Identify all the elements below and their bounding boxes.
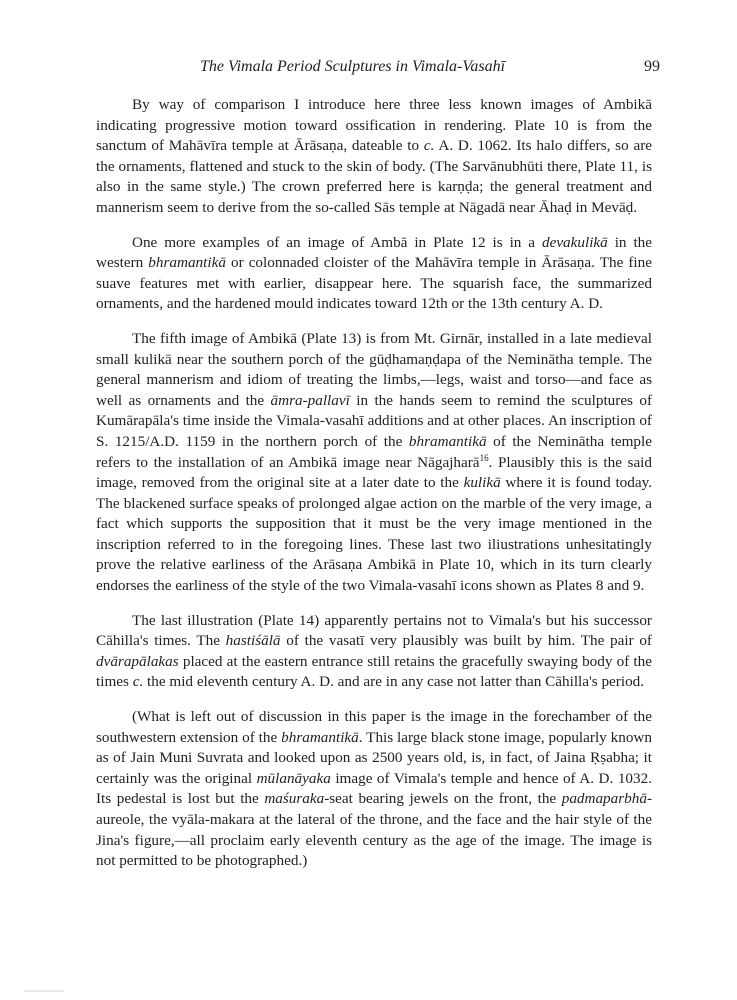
text-run: or colonnaded cloister of the Mahāvīra temple in Ārāsaṇa. The fine suave features met with earlier, disappear here. The squarish face, the summarized ornaments, and the hardened mould indicates toward 12th or the 13th century A. D. [96, 254, 652, 313]
text-run: in the western [96, 233, 652, 272]
italic-term: bhramantikā [148, 254, 226, 272]
italic-term: padmaparbhā [561, 790, 647, 808]
running-title: The Vimala Period Sculptures in Vimala-Vasahī [200, 58, 506, 75]
text-run: One more examples of an image of Ambā in Plate 12 is in a [132, 233, 542, 251]
italic-term: mūlanāyaka [256, 769, 331, 787]
text-run: placed at the eastern entrance still retains the gracefully swaying body of the times [96, 652, 652, 691]
page-number: 99 [644, 58, 660, 75]
italic-term: āmra-pallavī [270, 391, 350, 409]
italic-term: maśuraka [264, 790, 325, 808]
article-body [96, 95, 652, 886]
footnote-ref: 16 [479, 452, 489, 463]
text-run: . This large black stone image, popularly known as of Jain Muni Suvrata and looked upon as 2500 years old, is, in fact, of Jaina Ṛṣabha; it certainly was the original [96, 728, 652, 787]
text-run: image of Vimala's temple and hence of A. D. 1032. Its pedestal is lost but the [96, 769, 652, 808]
italic-term: hastiśālā [225, 632, 281, 650]
text-run: -seat bearing jewels on the front, the [324, 790, 562, 808]
text-run: By way of comparison I introduce here three less known images of Ambikā indicating progressive motion toward ossification in rendering. Plate 10 is from the sanctum of Mahāvīra temple at Ārāsaṇa, dateable to [96, 96, 652, 155]
scan-artifact-line [24, 990, 64, 992]
italic-term: dvārapālakas [96, 652, 179, 670]
text-run: the mid eleventh century A. D. and are in any case not latter than Cāhilla's period. [143, 673, 645, 691]
paragraph [96, 707, 652, 872]
text-run: The last illustration (Plate 14) apparently pertains not to Vimala's but his successor Cāhilla's times. The [96, 611, 652, 650]
text-run: (What is left out of discussion in this paper is the image in the forechamber of the southwestern extension of the [96, 708, 652, 746]
italic-term: c. [132, 673, 144, 691]
text-run: -aureole, the vyāla-makara at the lateral of the throne, and the face and the hair style of the Jina's figure,—all proclaim early eleventh century as the age of the image. The image is not permitted to be photographed.) [96, 790, 653, 870]
text-run: in the hands seem to remind the sculptures of Kumārapāla's time inside the Vimala-vasahī additions and at other places. An inscription of S. 1215/A.D. 1159 in the northern porch of the [96, 391, 653, 450]
italic-term: c. [423, 137, 435, 155]
paragraph [96, 95, 652, 219]
text-run: A. D. 1062. Its halo differs, so are the ornaments, flattened and stuck to the skin of body. (The Sarvānubhūti there, Plate 11, is also in the same style.) The crown preferred here is karṇḍa; the general treatment and mannerism seem to derive from the so-called Sās temple at Nāgadā near Āhaḍ in Mevāḍ. [96, 137, 652, 216]
paragraph [96, 233, 652, 315]
paragraph [96, 611, 652, 693]
text-run: of the Neminātha temple refers to the installation of an Ambikā image near Nāgajharā [96, 432, 652, 471]
paragraph [96, 329, 652, 597]
italic-term: devakulikā [541, 233, 608, 251]
running-header [200, 58, 660, 76]
text-run: of the vasatī very plausibly was built by him. The pair of [280, 632, 652, 650]
text-run: where it is found today. The blackened surface speaks of prolonged algae action on the marble of the very image, a fact which supports the supposition that it must be the very image mentioned in the inscription referred to in the foregoing lines. These last two iliustrations unhesitatingly prove the relative earliness of the Arāsaṇa Ambikā in Plate 10, which in its turn clearly endorses the earliness of the style of the two Vimala-vasahī icons shown as Plates 8 and 9. [96, 474, 652, 595]
italic-term: kulikā [463, 474, 501, 492]
italic-term: bhramantikā [408, 432, 487, 450]
italic-term: bhramantikā [281, 728, 359, 746]
text-run: The fifth image of Ambikā (Plate 13) is from Mt. Girnār, installed in a late medieval small kulikā near the southern porch of the gūḍhamaṇḍapa of the Neminātha temple. The general mannerism and idiom of treating the limbs,—legs, waist and torso—and face as well as ornaments and the [96, 329, 652, 409]
text-run: . Plausibly this is the said image, removed from the original site at a later date to the [96, 453, 652, 492]
